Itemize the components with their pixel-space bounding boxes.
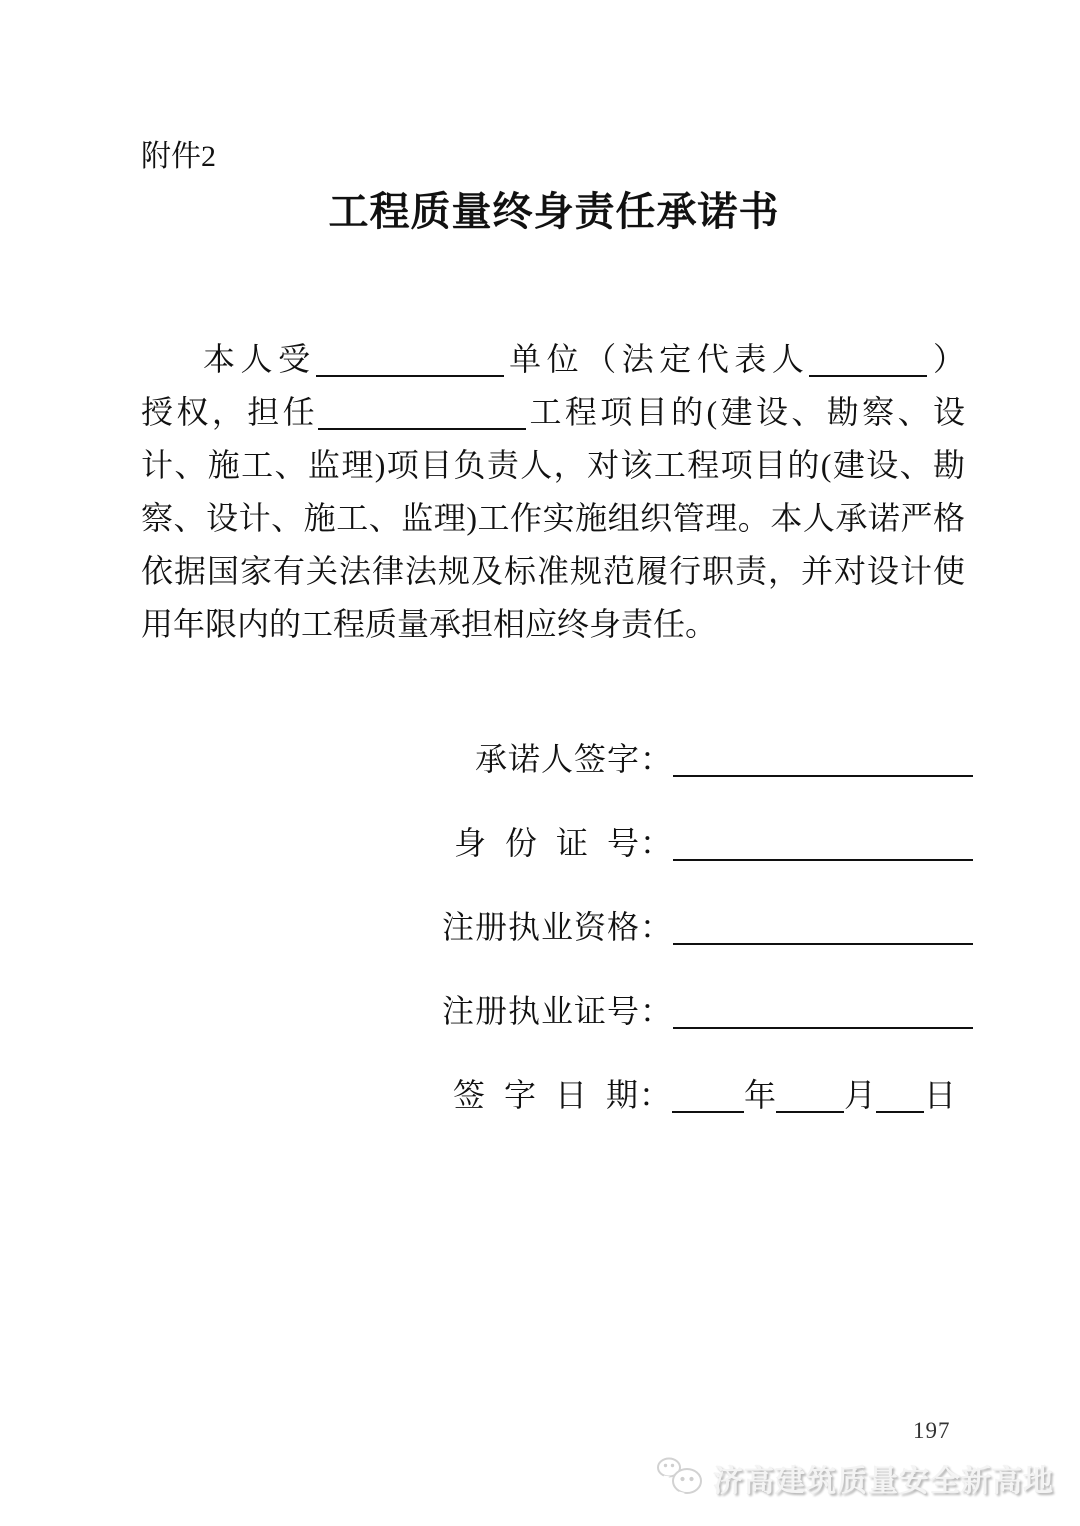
blank-underline — [318, 422, 526, 430]
body-line — [141, 598, 965, 651]
body-line — [141, 386, 965, 439]
body-text-segment: 察、设计、施工、监理)工作实施组织管理。本人承诺严格 — [141, 500, 965, 536]
date-unit-label: 月 — [843, 1077, 876, 1113]
field-blank-line — [673, 769, 973, 777]
attachment-label: 附件2 — [141, 140, 216, 173]
field-label: 承诺人签字： — [474, 741, 673, 777]
form-field-row — [140, 994, 973, 1028]
body-line — [141, 439, 965, 492]
blank-underline — [316, 369, 504, 377]
signature-form — [140, 742, 973, 1112]
body-line — [141, 545, 965, 598]
date-unit-label: 日 — [923, 1077, 956, 1113]
form-field-row — [140, 826, 973, 860]
body-text-segment: 单位（法定代表人 — [503, 341, 810, 377]
body-text-segment: ） — [927, 341, 965, 377]
form-field-row — [140, 742, 973, 776]
date-field-label: 签 字 日 期： — [452, 1077, 672, 1113]
date-blank-line — [672, 1105, 744, 1113]
body-line — [141, 492, 965, 545]
body-text-segment: 授权，担任 — [141, 394, 319, 430]
date-blank-line — [776, 1105, 844, 1113]
signature-fields — [140, 742, 973, 1028]
page-number: 197 — [913, 1418, 951, 1443]
field-blank-line — [673, 853, 973, 861]
date-field-row — [140, 1078, 956, 1112]
form-field-row — [140, 910, 973, 944]
body-text-segment: 计、施工、监理)项目负责人，对该工程项目的(建设、勘 — [141, 447, 965, 483]
field-label: 注册执业证号： — [441, 993, 673, 1029]
document-body — [141, 333, 965, 651]
date-field-parts — [672, 1077, 956, 1113]
date-unit-label: 年 — [743, 1077, 776, 1113]
wechat-logo-icon — [654, 1456, 706, 1500]
body-text-segment: 依据国家有关法律法规及标准规范履行职责，并对设计使 — [141, 553, 965, 589]
body-text-segment: 工程项目的(建设、勘察、设 — [526, 394, 965, 430]
body-line — [141, 333, 965, 386]
field-label: 注册执业资格： — [441, 909, 673, 945]
body-text-segment: 用年限内的工程质量承担相应终身责任。 — [141, 606, 718, 642]
footer-watermark — [654, 1456, 1054, 1500]
document-title: 工程质量终身责任承诺书 — [328, 189, 780, 234]
date-blank-line — [876, 1105, 924, 1113]
field-blank-line — [673, 937, 973, 945]
watermark-text: 济高建筑质量安全新高地 — [713, 1465, 1054, 1498]
blank-underline — [809, 369, 927, 377]
field-blank-line — [673, 1021, 973, 1029]
field-label: 身 份 证 号： — [453, 825, 673, 861]
body-text-segment: 本人受 — [203, 341, 316, 377]
